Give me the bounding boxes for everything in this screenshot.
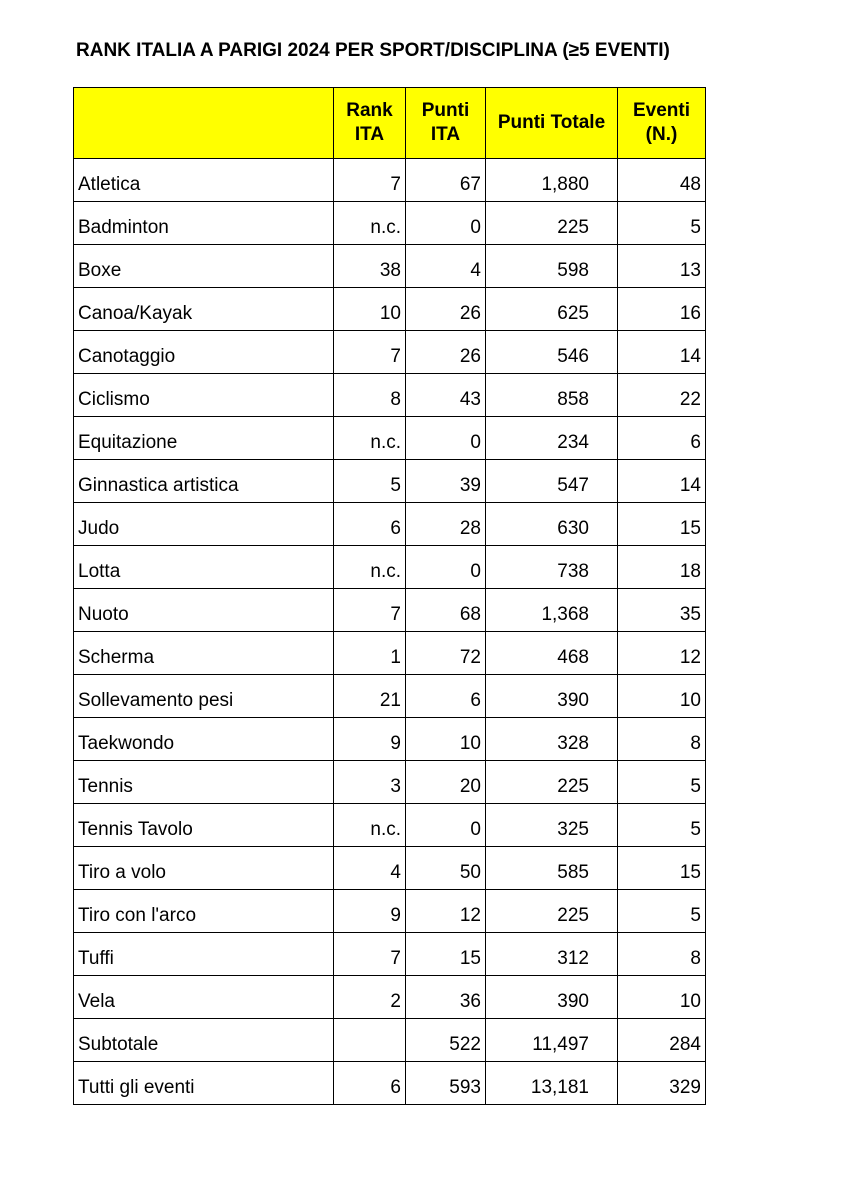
cell-totale: 858 xyxy=(486,374,618,417)
cell-sport: Scherma xyxy=(74,632,334,675)
cell-sport: Nuoto xyxy=(74,589,334,632)
cell-totale: 547 xyxy=(486,460,618,503)
cell-rank: n.c. xyxy=(334,202,406,245)
cell-totale: 11,497 xyxy=(486,1019,618,1062)
cell-rank: 9 xyxy=(334,718,406,761)
cell-rank: 6 xyxy=(334,503,406,546)
cell-totale: 225 xyxy=(486,202,618,245)
cell-punti: 50 xyxy=(406,847,486,890)
cell-punti: 10 xyxy=(406,718,486,761)
cell-punti: 0 xyxy=(406,417,486,460)
cell-rank: 4 xyxy=(334,847,406,890)
table-row xyxy=(74,503,706,546)
table-row xyxy=(74,589,706,632)
table-row xyxy=(74,933,706,976)
cell-sport: Vela xyxy=(74,976,334,1019)
cell-eventi: 16 xyxy=(618,288,706,331)
cell-eventi: 15 xyxy=(618,847,706,890)
cell-totale: 738 xyxy=(486,546,618,589)
cell-punti: 6 xyxy=(406,675,486,718)
cell-totale: 225 xyxy=(486,761,618,804)
cell-sport: Subtotale xyxy=(74,1019,334,1062)
cell-sport: Tiro a volo xyxy=(74,847,334,890)
cell-punti: 68 xyxy=(406,589,486,632)
table-row xyxy=(74,374,706,417)
table-row xyxy=(74,632,706,675)
cell-eventi: 5 xyxy=(618,761,706,804)
header-punti-line1: Punti xyxy=(421,100,470,121)
cell-eventi: 8 xyxy=(618,718,706,761)
cell-punti: 26 xyxy=(406,288,486,331)
table-row xyxy=(74,804,706,847)
cell-rank: 1 xyxy=(334,632,406,675)
cell-eventi: 10 xyxy=(618,976,706,1019)
header-rank-line1: Rank xyxy=(346,100,393,121)
table-row xyxy=(74,761,706,804)
cell-rank: 7 xyxy=(334,331,406,374)
table-row xyxy=(74,331,706,374)
cell-totale: 312 xyxy=(486,933,618,976)
cell-punti: 72 xyxy=(406,632,486,675)
header-rank xyxy=(334,88,406,159)
cell-punti: 12 xyxy=(406,890,486,933)
cell-eventi: 8 xyxy=(618,933,706,976)
cell-rank: 9 xyxy=(334,890,406,933)
header-eventi-line2: (N.) xyxy=(645,124,678,145)
header-punti-line2: ITA xyxy=(430,124,461,145)
table-row xyxy=(74,546,706,589)
cell-eventi: 6 xyxy=(618,417,706,460)
cell-rank: 7 xyxy=(334,589,406,632)
cell-totale: 546 xyxy=(486,331,618,374)
cell-rank: n.c. xyxy=(334,417,406,460)
cell-totale: 625 xyxy=(486,288,618,331)
cell-punti: 36 xyxy=(406,976,486,1019)
cell-eventi: 22 xyxy=(618,374,706,417)
cell-totale: 13,181 xyxy=(486,1062,618,1105)
table-row xyxy=(74,890,706,933)
cell-sport: Canotaggio xyxy=(74,331,334,374)
cell-rank: 6 xyxy=(334,1062,406,1105)
cell-totale: 1,368 xyxy=(486,589,618,632)
ranking-table xyxy=(73,87,706,1105)
cell-rank: 21 xyxy=(334,675,406,718)
cell-punti: 43 xyxy=(406,374,486,417)
table-row xyxy=(74,976,706,1019)
cell-punti: 0 xyxy=(406,546,486,589)
cell-rank: 7 xyxy=(334,933,406,976)
cell-totale: 325 xyxy=(486,804,618,847)
header-sport xyxy=(74,88,334,159)
cell-eventi: 48 xyxy=(618,159,706,202)
cell-sport: Equitazione xyxy=(74,417,334,460)
cell-rank: 5 xyxy=(334,460,406,503)
cell-rank: 38 xyxy=(334,245,406,288)
cell-eventi: 329 xyxy=(618,1062,706,1105)
cell-totale: 630 xyxy=(486,503,618,546)
cell-sport: Sollevamento pesi xyxy=(74,675,334,718)
cell-punti: 67 xyxy=(406,159,486,202)
cell-totale: 225 xyxy=(486,890,618,933)
cell-eventi: 18 xyxy=(618,546,706,589)
header-totale: Punti Totale xyxy=(486,88,618,159)
cell-punti: 28 xyxy=(406,503,486,546)
cell-eventi: 5 xyxy=(618,890,706,933)
cell-eventi: 10 xyxy=(618,675,706,718)
header-eventi-line1: Eventi xyxy=(632,100,691,121)
cell-sport: Tiro con l'arco xyxy=(74,890,334,933)
cell-totale: 234 xyxy=(486,417,618,460)
table-row xyxy=(74,245,706,288)
cell-sport: Judo xyxy=(74,503,334,546)
cell-rank: 10 xyxy=(334,288,406,331)
table-row xyxy=(74,288,706,331)
cell-rank: 2 xyxy=(334,976,406,1019)
cell-eventi: 12 xyxy=(618,632,706,675)
cell-sport: Tutti gli eventi xyxy=(74,1062,334,1105)
cell-punti: 26 xyxy=(406,331,486,374)
table-row xyxy=(74,675,706,718)
cell-sport: Tennis xyxy=(74,761,334,804)
table-row xyxy=(74,718,706,761)
cell-rank: 3 xyxy=(334,761,406,804)
cell-rank xyxy=(334,1019,406,1062)
cell-punti: 4 xyxy=(406,245,486,288)
cell-eventi: 5 xyxy=(618,202,706,245)
table-row xyxy=(74,1062,706,1105)
header-row xyxy=(74,88,706,159)
cell-sport: Taekwondo xyxy=(74,718,334,761)
header-punti xyxy=(406,88,486,159)
table-row xyxy=(74,460,706,503)
table-row xyxy=(74,1019,706,1062)
table-row xyxy=(74,159,706,202)
cell-totale: 1,880 xyxy=(486,159,618,202)
cell-totale: 390 xyxy=(486,976,618,1019)
page-title: RANK ITALIA A PARIGI 2024 PER SPORT/DISCIPLINA (≥5 EVENTI) xyxy=(76,40,670,61)
cell-punti: 15 xyxy=(406,933,486,976)
table-row xyxy=(74,417,706,460)
cell-totale: 585 xyxy=(486,847,618,890)
cell-sport: Ciclismo xyxy=(74,374,334,417)
cell-totale: 328 xyxy=(486,718,618,761)
cell-sport: Canoa/Kayak xyxy=(74,288,334,331)
cell-sport: Tennis Tavolo xyxy=(74,804,334,847)
cell-eventi: 15 xyxy=(618,503,706,546)
cell-eventi: 14 xyxy=(618,460,706,503)
cell-punti: 0 xyxy=(406,202,486,245)
cell-punti: 522 xyxy=(406,1019,486,1062)
cell-totale: 390 xyxy=(486,675,618,718)
cell-eventi: 13 xyxy=(618,245,706,288)
cell-punti: 0 xyxy=(406,804,486,847)
cell-totale: 598 xyxy=(486,245,618,288)
cell-sport: Atletica xyxy=(74,159,334,202)
cell-sport: Boxe xyxy=(74,245,334,288)
cell-sport: Lotta xyxy=(74,546,334,589)
cell-rank: n.c. xyxy=(334,804,406,847)
cell-punti: 39 xyxy=(406,460,486,503)
cell-totale: 468 xyxy=(486,632,618,675)
header-eventi xyxy=(618,88,706,159)
cell-rank: 7 xyxy=(334,159,406,202)
table-row xyxy=(74,202,706,245)
header-rank-line2: ITA xyxy=(354,124,385,145)
cell-punti: 593 xyxy=(406,1062,486,1105)
cell-sport: Tuffi xyxy=(74,933,334,976)
cell-punti: 20 xyxy=(406,761,486,804)
cell-sport: Ginnastica artistica xyxy=(74,460,334,503)
cell-eventi: 14 xyxy=(618,331,706,374)
cell-eventi: 5 xyxy=(618,804,706,847)
cell-eventi: 284 xyxy=(618,1019,706,1062)
cell-rank: n.c. xyxy=(334,546,406,589)
cell-sport: Badminton xyxy=(74,202,334,245)
table-body xyxy=(74,159,706,1105)
cell-eventi: 35 xyxy=(618,589,706,632)
table-row xyxy=(74,847,706,890)
cell-rank: 8 xyxy=(334,374,406,417)
